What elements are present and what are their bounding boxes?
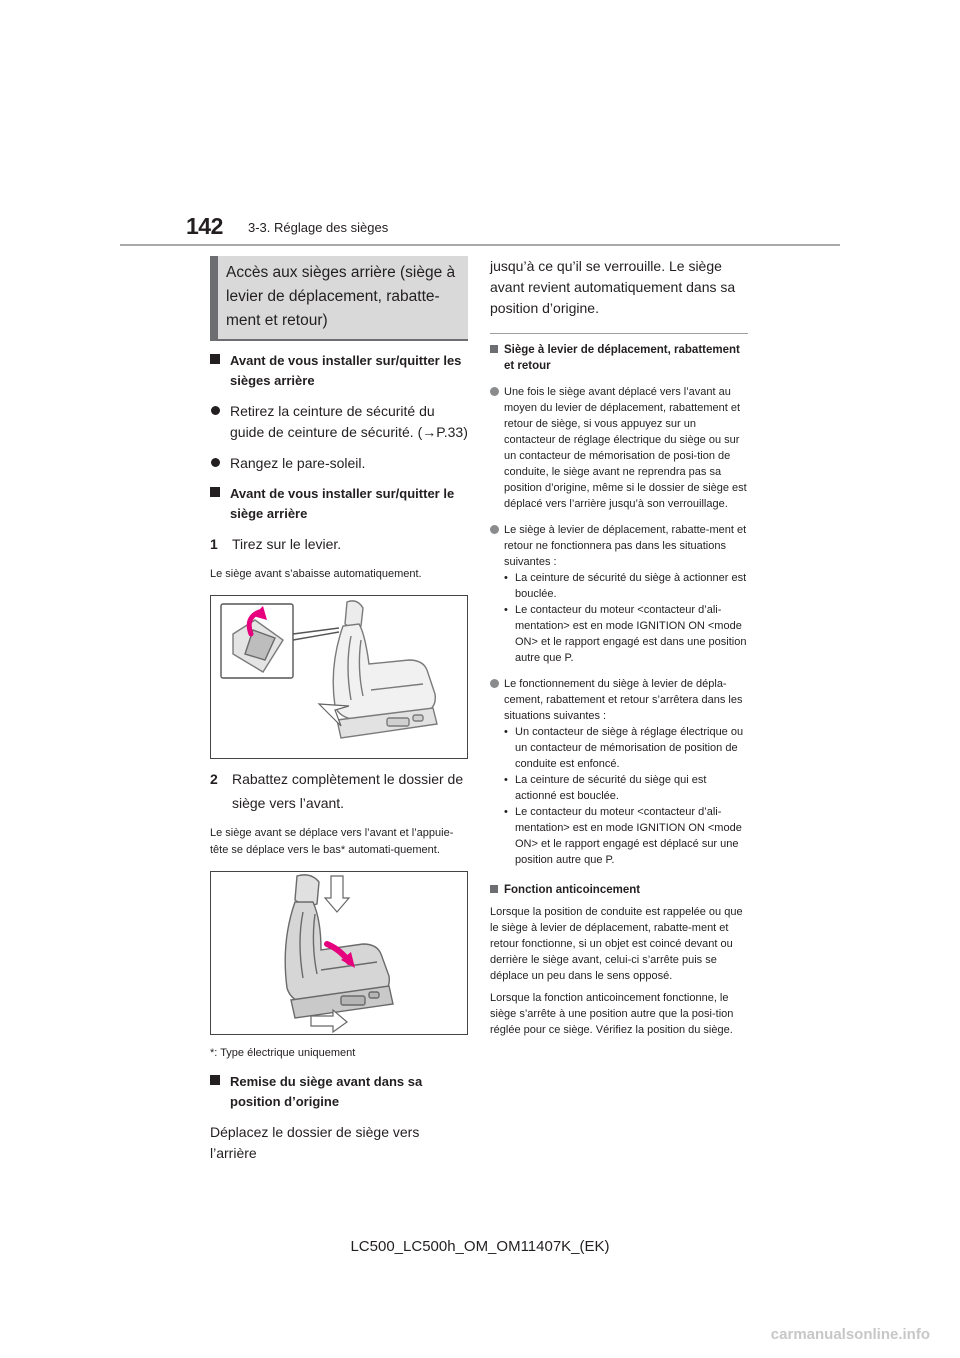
sub-item: • Un contacteur de siège à réglage électrique ou un contacteur de mémorisation de position de conduite est enfoncé. — [504, 726, 744, 770]
note-bullet-2: Le siège à levier de déplacement, rabatte-ment et retour ne fonctionnera pas dans les situations suivantes : • La ceinture de sécurité du siège à actionner est bouclée. • Le contacteur du moteur <contacteur d’ali-mentation> est en mode IGNITION ON <mode ON> et le rapport engagé est dans une position autre que P. — [490, 522, 748, 666]
seat-lever-illustration — [211, 596, 467, 758]
subheading-before-rear-seats: Avant de vous installer sur/quitter les sièges arrière — [210, 351, 468, 391]
sub-item: • Le contacteur du moteur <contacteur d’ali-mentation> est en mode IGNITION ON <mode ON> et le rapport engagé est déplacé sur une position autre que P. — [504, 806, 742, 866]
step-1: 1 Tirez sur le levier. — [210, 536, 342, 552]
page-number: 142 — [186, 213, 223, 239]
bullet-dot-icon — [490, 679, 499, 688]
square-bullet-icon — [210, 354, 220, 364]
footnote: *: Type électrique uniquement — [210, 1047, 356, 1059]
note-bullet-3: Le fonctionnement du siège à levier de dépla-cement, rabattement et retour s’arrêtera dans les situations suivantes : • Un contacteur de siège à réglage électrique ou un contacteur de mémorisation de position de conduite est enfoncé. • La ceinture de sécurité du siège qui est actionné est bouclée. • Le contacteur du moteur <contacteur d’ali-mentation> est en mode IGNITION ON <mode ON> et le rapport engagé est déplacé sur une position autre que P. — [490, 676, 748, 868]
step-2-note: Le siège avant se déplace vers l’avant et l’appuie-tête se déplace vers le bas* automati-quement. — [210, 827, 454, 856]
figure-pull-lever — [210, 595, 468, 759]
bullet-store-sunvisor: Rangez le pare-soleil. — [210, 453, 468, 474]
subheading-before-rear-seat: Avant de vous installer sur/quitter le siège arrière — [210, 484, 468, 524]
right-column — [490, 256, 748, 1038]
note-heading-walk-in-seat: Siège à levier de déplacement, rabattement et retour — [490, 342, 748, 374]
header-rule — [120, 244, 840, 246]
step-2: 2 Rabattez complètement le dossier de siège vers l’avant. — [210, 771, 464, 811]
figure-fold-backrest — [210, 871, 468, 1035]
sub-item: • Le contacteur du moteur <contacteur d’ali-mentation> est en mode IGNITION ON <mode ON> et le rapport engagé est dans une position autre que P. — [504, 604, 747, 664]
subheading-restore-front-seat: Remise du siège avant dans sa position d’origine — [210, 1072, 468, 1112]
bullet-dot-icon — [211, 406, 220, 415]
anti-pinch-paragraph-2: Lorsque la fonction anticoincement fonctionne, le siège s’arrête à une position autre que la posi-tion réglée pour ce siège. Vérifiez la position du siège. — [490, 992, 734, 1036]
document-footer: LC500_LC500h_OM_OM11407K_(EK) — [350, 1238, 610, 1255]
bullet-dot-icon — [490, 387, 499, 396]
seat-fold-illustration — [211, 872, 467, 1034]
bullet-remove-seatbelt: Retirez la ceinture de sécurité du guide de ceinture de sécurité. (→P.33) — [210, 401, 468, 443]
section-heading: Accès aux sièges arrière (siège à levier de déplacement, rabatte-ment et retour) — [210, 256, 468, 341]
left-column — [210, 256, 468, 1164]
bullet-dot-icon — [211, 458, 220, 467]
bullet-dot-icon — [490, 525, 499, 534]
sub-item: • La ceinture de sécurité du siège qui est actionné est bouclée. — [504, 774, 707, 802]
square-bullet-icon — [490, 885, 498, 893]
step-1-note: Le siège avant s’abaisse automatiquement. — [210, 568, 422, 580]
anti-pinch-paragraph-1: Lorsque la position de conduite est rappelée ou que le siège à levier de déplacement, rabatte-ment et retour fonctionne, si un objet est coincé devant ou derrière le siège avant, celui-ci s’arrête puis se déplace un peu dans le sens opposé. — [490, 906, 743, 982]
restore-instruction-continued: jusqu’à ce qu’il se verrouille. Le siège avant revient automatiquement dans sa position d’origine. — [490, 258, 736, 316]
section-title: 3-3. Réglage des sièges — [248, 220, 389, 235]
note-bullet-1: Une fois le siège avant déplacé vers l’avant au moyen du levier de déplacement, rabattement et retour de siège, si vous appuyez sur un contacteur de réglage électrique du siège ou sur un contacteur de mémorisation de posi-tion de conduite, le siège avant ne reprendra pas sa position d’origine, même si le dossier de siège est déplacé vers l’arrière jusqu’à son verrouillage. — [490, 384, 748, 512]
notes-divider — [490, 333, 748, 334]
watermark: carmanualsonline.info — [770, 1326, 930, 1343]
sub-item: • La ceinture de sécurité du siège à actionner est bouclée. — [504, 572, 747, 600]
note-heading-anti-pinch: Fonction anticoincement — [490, 882, 748, 898]
square-bullet-icon — [210, 487, 220, 497]
restore-instruction: Déplacez le dossier de siège vers l’arrière — [210, 1124, 420, 1161]
square-bullet-icon — [210, 1075, 220, 1085]
square-bullet-icon — [490, 345, 498, 353]
